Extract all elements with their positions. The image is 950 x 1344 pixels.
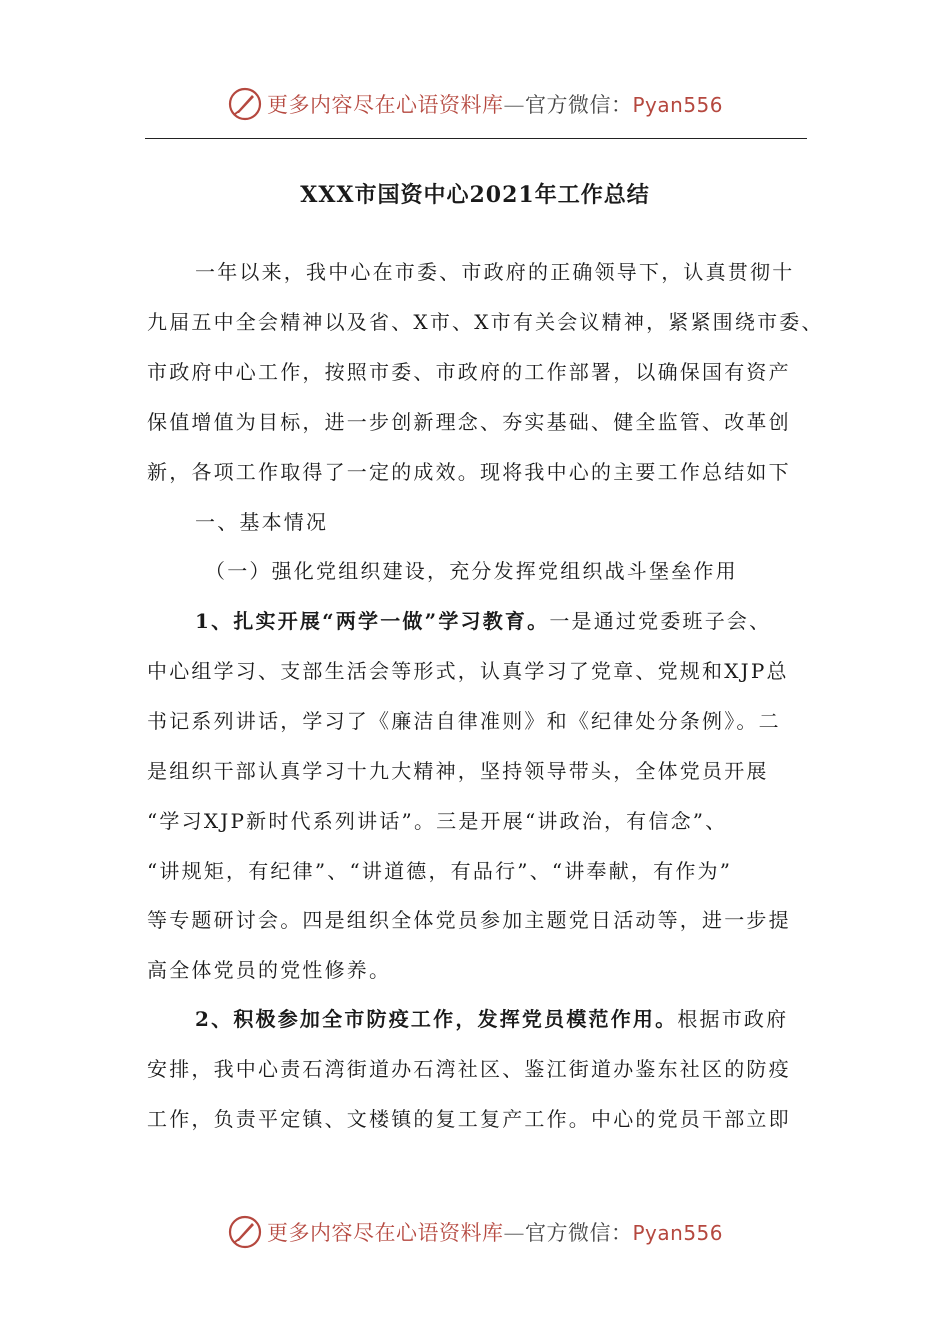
watermark-brand: 更多内容尽在心语资料库: [267, 93, 504, 117]
watermark-separator: —: [503, 1221, 525, 1245]
paragraph-line: 等专题研讨会。四是组织全体党员参加主题党日活动等，进一步提: [147, 908, 791, 932]
paragraph-line: 九届五中全会精神以及省、X市、X市有关会议精神，紧紧围绕市委、: [147, 310, 824, 334]
paragraph-line: 市政府中心工作，按照市委、市政府的工作部署，以确保国有资产: [147, 360, 791, 384]
watermark-label: 官方微信：: [525, 1221, 633, 1245]
quill-logo-icon: [227, 1214, 263, 1250]
paragraph-line: 中心组学习、支部生活会等形式，认真学习了党章、党规和XJP总: [147, 659, 789, 683]
paragraph-line: 新，各项工作取得了一定的成效。现将我中心的主要工作总结如下: [147, 460, 791, 484]
watermark-wechat-id: Pyan556: [632, 93, 724, 117]
paragraph-line: 高全体党员的党性修养。: [147, 958, 392, 982]
watermark-separator: —: [503, 93, 525, 117]
watermark-brand: 更多内容尽在心语资料库: [267, 1221, 504, 1245]
footer-watermark: [0, 1212, 950, 1252]
paragraph-line: 保值增值为目标，进一步创新理念、夯实基础、健全监管、改革创: [147, 410, 791, 434]
paragraph-line: 安排，我中心责石湾街道办石湾社区、鉴江街道办鉴东社区的防疫: [147, 1057, 791, 1081]
item1-first-line: [195, 607, 771, 635]
paragraph-line: 工作，负责平定镇、文楼镇的复工复产工作。中心的党员干部立即: [147, 1107, 791, 1131]
header-divider: [145, 138, 807, 139]
section-heading: 一、基本情况: [195, 510, 329, 534]
page-title: XXX市国资中心2021年工作总结: [300, 182, 650, 208]
subsection-heading: （一）强化党组织建设，充分发挥党组织战斗堡垒作用: [205, 559, 738, 583]
item1-heading: 1、扎实开展“两学一做”学习教育。: [195, 609, 550, 633]
item2-first-line: [195, 1005, 788, 1033]
paragraph-line: “学习XJP新时代系列讲话”。三是开展“讲政治，有信念”、: [147, 809, 728, 833]
paragraph-line: “讲规矩，有纪律”、“讲道德，有品行”、“讲奉献，有作为”: [147, 859, 733, 883]
header-watermark: [0, 84, 950, 124]
paragraph-line: 一年以来，我中心在市委、市政府的正确领导下，认真贯彻十: [195, 260, 795, 284]
quill-logo-icon: [227, 86, 263, 122]
item2-heading: 2、积极参加全市防疫工作，发挥党员模范作用。: [195, 1007, 678, 1031]
item1-first-line-rest: 一是通过党委班子会、: [549, 609, 772, 633]
paragraph-line: 是组织干部认真学习十九大精神，坚持领导带头，全体党员开展: [147, 759, 769, 783]
paragraph-line: 书记系列讲话，学习了《廉洁自律准则》和《纪律处分条例》。二: [147, 709, 781, 733]
item2-first-line-rest: 根据市政府: [677, 1007, 789, 1031]
watermark-label: 官方微信：: [525, 93, 633, 117]
watermark-wechat-id: Pyan556: [632, 1221, 724, 1245]
